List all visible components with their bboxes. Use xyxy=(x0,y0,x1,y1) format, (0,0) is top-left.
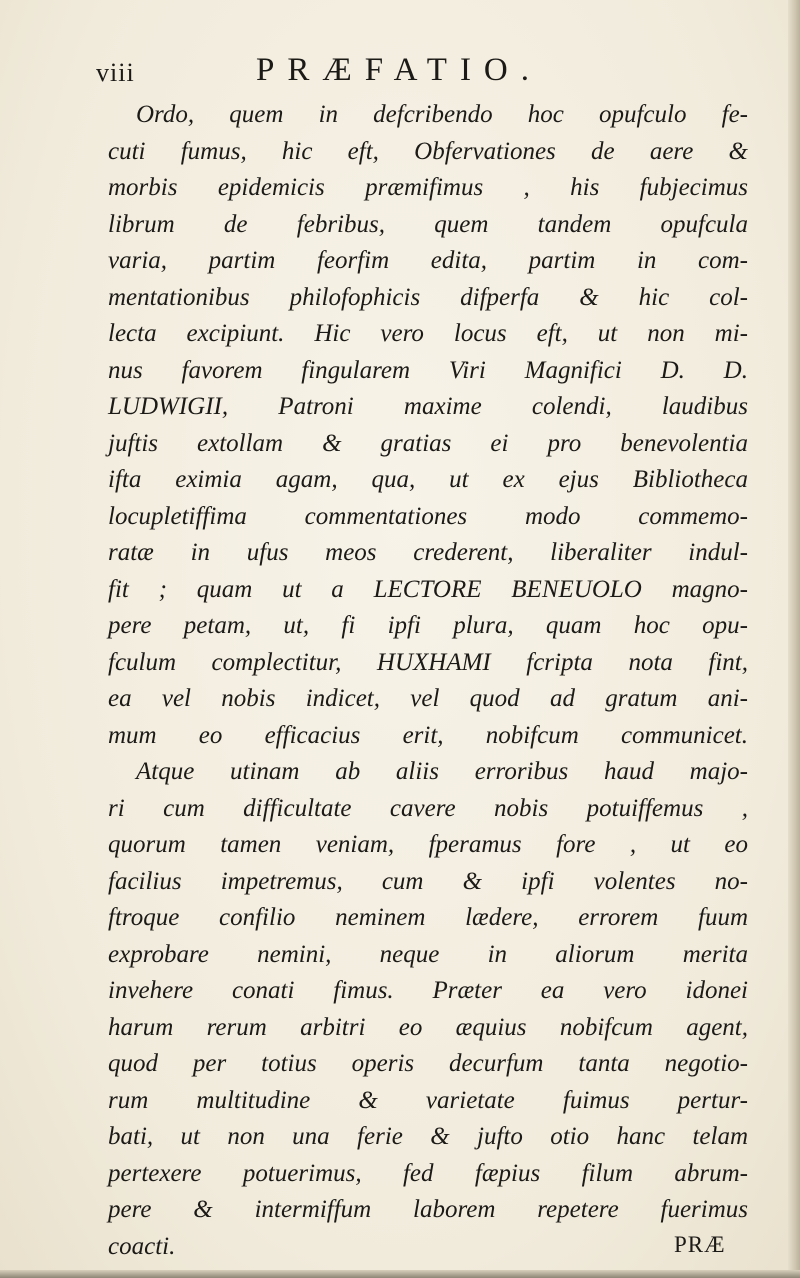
text-line: pere petam, ut, fi ipfi plura, quam hoc opu- xyxy=(108,612,748,639)
page-title: PRÆFATIO. xyxy=(256,52,543,88)
text-line: Atque utinam ab aliis erroribus haud majo- xyxy=(136,758,748,785)
text-line: lecta excipiunt. Hic vero locus eft, ut non mi- xyxy=(108,320,748,347)
running-head xyxy=(96,52,716,92)
text-line: ftroque confilio neminem lædere, errorem fuum xyxy=(108,904,748,931)
text-line: pertexere potuerimus, fed fæpius filum abrum- xyxy=(108,1159,748,1187)
text-line: quorum tamen veniam, fperamus fore , ut eo xyxy=(108,831,748,858)
text-line: LUDWIGII, Patroni maxime colendi, laudibus xyxy=(108,393,748,420)
text-line: varia, partim feorfim edita, partim in com- xyxy=(108,247,748,274)
text-line: fculum complectitur, HUXHAMI fcripta nota fint, xyxy=(108,648,748,676)
text-line: librum de febribus, quem tandem opufcula xyxy=(108,210,748,238)
text-line: mentationibus philofophicis difperfa & hic col- xyxy=(108,283,748,311)
catchword: PRÆ xyxy=(674,1232,726,1257)
text-line: ea vel nobis indicet, vel quod ad gratum ani- xyxy=(108,685,748,712)
text-line: morbis epidemicis præmifimus , his fubjecimus xyxy=(108,174,748,201)
text-line: invehere conati fimus. Præter ea vero idonei xyxy=(108,977,748,1004)
page-number: viii xyxy=(96,58,135,87)
text-line: rum multitudine & varietate fuimus pertur- xyxy=(108,1086,748,1114)
page-edge-bottom xyxy=(0,1270,800,1278)
text-line: exprobare nemini, neque in aliorum merita xyxy=(108,940,748,968)
text-line: ri cum difficultate cavere nobis potuiffemus , xyxy=(108,794,748,822)
text-line: nus favorem fingularem Viri Magnifici D. D. xyxy=(108,356,748,384)
text-line: bati, ut non una ferie & jufto otio hanc telam xyxy=(108,1123,748,1150)
text-line: locupletiffima commentationes modo commemo- xyxy=(108,502,748,530)
text-line: facilius impetremus, cum & ipfi volentes no- xyxy=(108,867,748,895)
text-line: coacti. xyxy=(108,1232,176,1260)
text-line: ifta eximia agam, qua, ut ex ejus Bibliotheca xyxy=(108,466,748,493)
text-line: Ordo, quem in defcribendo hoc opufculo fe- xyxy=(136,101,748,128)
text-line: pere & intermiffum laborem repetere fuerimus xyxy=(108,1196,748,1223)
text-line: quod per totius operis decurfum tanta negotio- xyxy=(108,1050,748,1077)
text-line: harum rerum arbitri eo æquius nobifcum agent, xyxy=(108,1013,748,1041)
text-line: cuti fumus, hic eft, Obfervationes de aere & xyxy=(108,137,748,165)
text-line: juftis extollam & gratias ei pro benevolentia xyxy=(108,429,748,457)
text-line: mum eo efficacius erit, nobifcum communicet. xyxy=(108,721,748,749)
text-line: fit ; quam ut a LECTORE BENEUOLO magno- xyxy=(108,575,748,603)
text-line: ratæ in ufus meos crederent, liberaliter indul- xyxy=(108,539,748,566)
page-edge-right xyxy=(788,0,800,1278)
body-text xyxy=(108,97,748,1265)
